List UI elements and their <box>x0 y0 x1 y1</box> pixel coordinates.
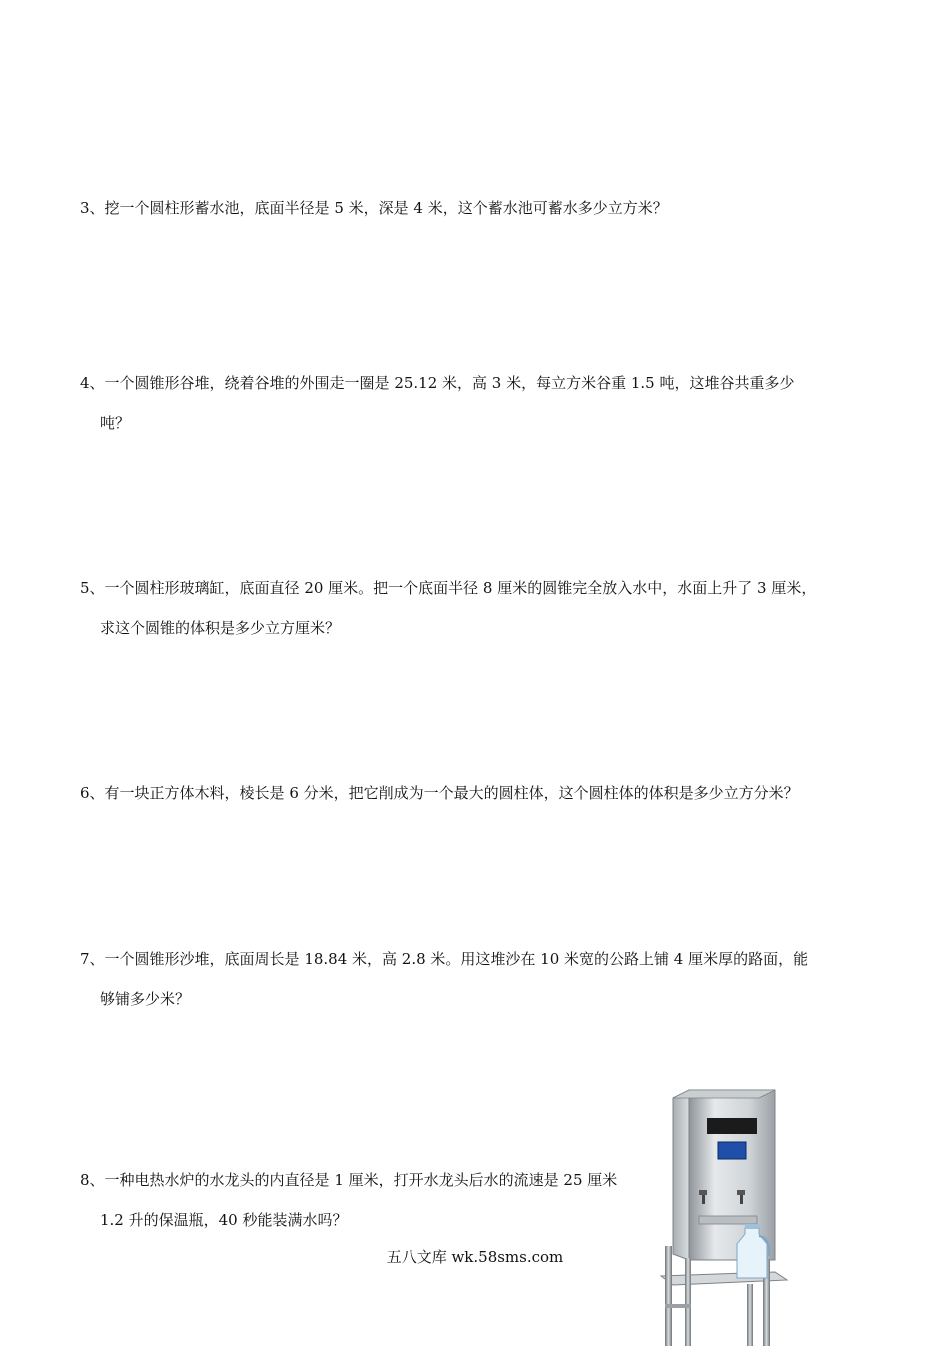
question-4 <box>80 363 880 443</box>
page-footer: 五八文库 wk.58sms.com <box>386 1248 564 1266</box>
question-5-text: 5、一个圆柱形玻璃缸，底面直径 20 厘米。把一个底面半径 8 厘米的圆锥完全放入水中，水面上升了 3 厘米， <box>80 579 817 597</box>
question-4-continuation: 吨？ <box>100 414 131 432</box>
question-8-continuation: 1.2 升的保温瓶，40 秒能装满水吗？ <box>100 1211 348 1229</box>
question-3 <box>80 188 880 228</box>
question-7-continuation: 够铺多少米？ <box>100 990 191 1008</box>
question-7-text: 7、一个圆锥形沙堆，底面周长是 18.84 米，高 2.8 米。用这堆沙在 10 米宽的公路上铺 4 厘米厚的路面，能 <box>80 950 809 968</box>
question-8-text: 8、一种电热水炉的水龙头的内直径是 1 厘米，打开水龙头后水的流速是 25 厘米 <box>80 1171 618 1189</box>
question-3-text: 3、挖一个圆柱形蓄水池，底面半径是 5 米，深是 4 米，这个蓄水池可蓄水多少立方米？ <box>80 199 668 217</box>
water-boiler-icon <box>655 1086 795 1348</box>
question-5-continuation: 求这个圆锥的体积是多少立方厘米？ <box>100 619 341 637</box>
question-4-text: 4、一个圆锥形谷堆，绕着谷堆的外围走一圈是 25.12 米，高 3 米，每立方米谷重 1.5 吨，这堆谷共重多少 <box>80 374 795 392</box>
question-5 <box>80 568 880 648</box>
question-6 <box>80 773 880 813</box>
question-6-text: 6、有一块正方体木料，棱长是 6 分米，把它削成为一个最大的圆柱体，这个圆柱体的体积是多少立方分米？ <box>80 784 799 802</box>
question-7 <box>80 939 880 1019</box>
